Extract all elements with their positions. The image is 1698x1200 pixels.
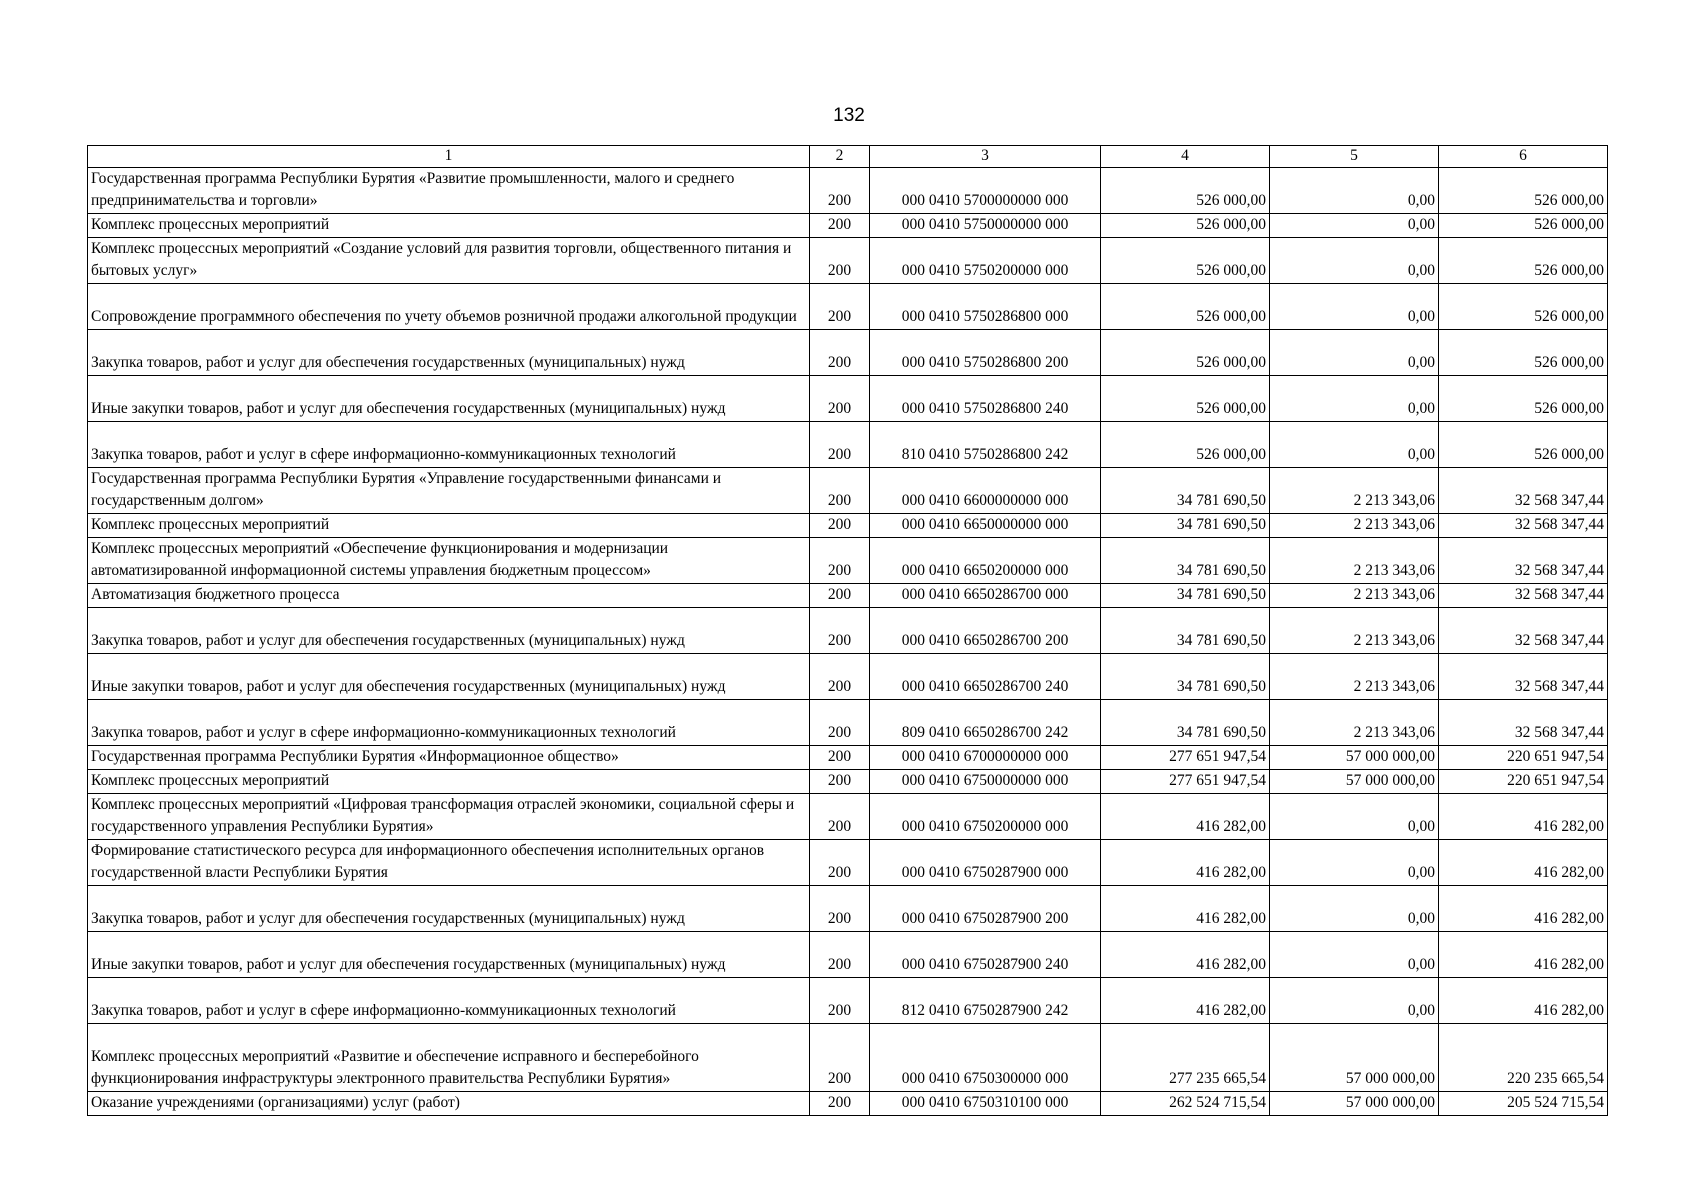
table-row bbox=[88, 608, 1608, 654]
table-row bbox=[88, 168, 1608, 214]
row-column-2-cell: 200 bbox=[810, 168, 870, 214]
row-column-5-amount-cell: 0,00 bbox=[1270, 168, 1439, 214]
row-classification-code-cell: 000 0410 6750287900 240 bbox=[870, 932, 1101, 978]
column-number-4: 4 bbox=[1101, 146, 1270, 168]
row-column-2-cell: 200 bbox=[810, 538, 870, 584]
table-row bbox=[88, 932, 1608, 978]
row-name-cell: Закупка товаров, работ и услуг в сфере информационно-коммуникационных технологий bbox=[88, 700, 810, 746]
row-column-2-cell: 200 bbox=[810, 978, 870, 1024]
row-column-5-amount-cell: 2 213 343,06 bbox=[1270, 608, 1439, 654]
row-classification-code-cell: 000 0410 6750287900 000 bbox=[870, 840, 1101, 886]
row-column-4-amount-cell: 526 000,00 bbox=[1101, 284, 1270, 330]
row-column-5-amount-cell: 2 213 343,06 bbox=[1270, 584, 1439, 608]
row-column-4-amount-cell: 34 781 690,50 bbox=[1101, 538, 1270, 584]
row-column-2-cell: 200 bbox=[810, 794, 870, 840]
row-column-4-amount-cell: 262 524 715,54 bbox=[1101, 1092, 1270, 1116]
row-column-5-amount-cell: 0,00 bbox=[1270, 886, 1439, 932]
row-column-2-cell: 200 bbox=[810, 932, 870, 978]
row-column-5-amount-cell: 0,00 bbox=[1270, 840, 1439, 886]
column-number-5: 5 bbox=[1270, 146, 1439, 168]
row-classification-code-cell: 810 0410 5750286800 242 bbox=[870, 422, 1101, 468]
row-classification-code-cell: 000 0410 6750000000 000 bbox=[870, 770, 1101, 794]
row-column-6-amount-cell: 416 282,00 bbox=[1439, 794, 1608, 840]
row-column-6-amount-cell: 416 282,00 bbox=[1439, 886, 1608, 932]
row-classification-code-cell: 000 0410 5750286800 000 bbox=[870, 284, 1101, 330]
row-name-cell: Комплекс процессных мероприятий «Обеспечение функционирования и модернизации автоматизированной информационной системы управления бюджетным процессом» bbox=[88, 538, 810, 584]
row-column-4-amount-cell: 34 781 690,50 bbox=[1101, 608, 1270, 654]
row-column-5-amount-cell: 0,00 bbox=[1270, 330, 1439, 376]
row-classification-code-cell: 000 0410 6750200000 000 bbox=[870, 794, 1101, 840]
row-column-6-amount-cell: 220 651 947,54 bbox=[1439, 770, 1608, 794]
row-column-5-amount-cell: 57 000 000,00 bbox=[1270, 1092, 1439, 1116]
row-column-5-amount-cell: 0,00 bbox=[1270, 794, 1439, 840]
row-column-6-amount-cell: 32 568 347,44 bbox=[1439, 584, 1608, 608]
row-classification-code-cell: 000 0410 6750310100 000 bbox=[870, 1092, 1101, 1116]
table-row bbox=[88, 538, 1608, 584]
row-name-cell: Государственная программа Республики Бурятия «Информационное общество» bbox=[88, 746, 810, 770]
row-column-5-amount-cell: 0,00 bbox=[1270, 422, 1439, 468]
row-column-5-amount-cell: 57 000 000,00 bbox=[1270, 746, 1439, 770]
row-column-2-cell: 200 bbox=[810, 284, 870, 330]
column-number-3: 3 bbox=[870, 146, 1101, 168]
row-column-5-amount-cell: 2 213 343,06 bbox=[1270, 468, 1439, 514]
row-column-2-cell: 200 bbox=[810, 376, 870, 422]
row-name-cell: Автоматизация бюджетного процесса bbox=[88, 584, 810, 608]
row-classification-code-cell: 000 0410 5750286800 240 bbox=[870, 376, 1101, 422]
row-column-2-cell: 200 bbox=[810, 238, 870, 284]
row-classification-code-cell: 000 0410 5750200000 000 bbox=[870, 238, 1101, 284]
row-column-4-amount-cell: 34 781 690,50 bbox=[1101, 514, 1270, 538]
row-column-4-amount-cell: 526 000,00 bbox=[1101, 214, 1270, 238]
table-row bbox=[88, 1024, 1608, 1092]
row-name-cell: Комплекс процессных мероприятий «Создание условий для развития торговли, общественного питания и бытовых услуг» bbox=[88, 238, 810, 284]
row-name-cell: Государственная программа Республики Бурятия «Развитие промышленности, малого и среднего предпринимательства и торговли» bbox=[88, 168, 810, 214]
row-column-5-amount-cell: 0,00 bbox=[1270, 214, 1439, 238]
table-row bbox=[88, 376, 1608, 422]
row-column-4-amount-cell: 277 651 947,54 bbox=[1101, 746, 1270, 770]
column-number-header-row bbox=[88, 146, 1608, 168]
row-column-5-amount-cell: 0,00 bbox=[1270, 238, 1439, 284]
row-column-6-amount-cell: 416 282,00 bbox=[1439, 840, 1608, 886]
row-classification-code-cell: 000 0410 6650286700 200 bbox=[870, 608, 1101, 654]
row-column-4-amount-cell: 416 282,00 bbox=[1101, 886, 1270, 932]
row-column-2-cell: 200 bbox=[810, 214, 870, 238]
row-column-2-cell: 200 bbox=[810, 422, 870, 468]
row-column-5-amount-cell: 0,00 bbox=[1270, 376, 1439, 422]
row-column-4-amount-cell: 526 000,00 bbox=[1101, 376, 1270, 422]
row-name-cell: Комплекс процессных мероприятий bbox=[88, 514, 810, 538]
row-column-2-cell: 200 bbox=[810, 700, 870, 746]
row-column-6-amount-cell: 32 568 347,44 bbox=[1439, 654, 1608, 700]
column-number-1: 1 bbox=[88, 146, 810, 168]
row-column-6-amount-cell: 526 000,00 bbox=[1439, 168, 1608, 214]
row-column-4-amount-cell: 526 000,00 bbox=[1101, 238, 1270, 284]
row-classification-code-cell: 000 0410 6600000000 000 bbox=[870, 468, 1101, 514]
row-column-6-amount-cell: 32 568 347,44 bbox=[1439, 514, 1608, 538]
row-column-2-cell: 200 bbox=[810, 840, 870, 886]
row-column-4-amount-cell: 526 000,00 bbox=[1101, 168, 1270, 214]
row-classification-code-cell: 000 0410 6650286700 240 bbox=[870, 654, 1101, 700]
row-column-2-cell: 200 bbox=[810, 1092, 870, 1116]
row-column-4-amount-cell: 416 282,00 bbox=[1101, 978, 1270, 1024]
row-column-4-amount-cell: 277 651 947,54 bbox=[1101, 770, 1270, 794]
row-column-2-cell: 200 bbox=[810, 584, 870, 608]
row-column-5-amount-cell: 0,00 bbox=[1270, 932, 1439, 978]
row-column-6-amount-cell: 416 282,00 bbox=[1439, 978, 1608, 1024]
row-name-cell: Закупка товаров, работ и услуг в сфере информационно-коммуникационных технологий bbox=[88, 422, 810, 468]
table-row bbox=[88, 1092, 1608, 1116]
row-classification-code-cell: 000 0410 6650286700 000 bbox=[870, 584, 1101, 608]
row-column-6-amount-cell: 526 000,00 bbox=[1439, 422, 1608, 468]
row-column-4-amount-cell: 34 781 690,50 bbox=[1101, 700, 1270, 746]
table-row bbox=[88, 330, 1608, 376]
row-column-6-amount-cell: 526 000,00 bbox=[1439, 214, 1608, 238]
row-classification-code-cell: 000 0410 6650000000 000 bbox=[870, 514, 1101, 538]
row-classification-code-cell: 000 0410 6750287900 200 bbox=[870, 886, 1101, 932]
row-column-2-cell: 200 bbox=[810, 746, 870, 770]
row-column-5-amount-cell: 2 213 343,06 bbox=[1270, 538, 1439, 584]
row-name-cell: Иные закупки товаров, работ и услуг для обеспечения государственных (муниципальных) нужд bbox=[88, 376, 810, 422]
row-column-6-amount-cell: 205 524 715,54 bbox=[1439, 1092, 1608, 1116]
row-classification-code-cell: 000 0410 6750300000 000 bbox=[870, 1024, 1101, 1092]
row-column-5-amount-cell: 57 000 000,00 bbox=[1270, 1024, 1439, 1092]
row-name-cell: Оказание учреждениями (организациями) услуг (работ) bbox=[88, 1092, 810, 1116]
column-number-6: 6 bbox=[1439, 146, 1608, 168]
row-column-4-amount-cell: 416 282,00 bbox=[1101, 840, 1270, 886]
row-classification-code-cell: 000 0410 6700000000 000 bbox=[870, 746, 1101, 770]
row-column-5-amount-cell: 2 213 343,06 bbox=[1270, 700, 1439, 746]
row-column-6-amount-cell: 526 000,00 bbox=[1439, 238, 1608, 284]
row-column-5-amount-cell: 2 213 343,06 bbox=[1270, 514, 1439, 538]
row-column-6-amount-cell: 32 568 347,44 bbox=[1439, 468, 1608, 514]
row-column-2-cell: 200 bbox=[810, 1024, 870, 1092]
table-row bbox=[88, 284, 1608, 330]
row-column-5-amount-cell: 0,00 bbox=[1270, 284, 1439, 330]
table-row bbox=[88, 514, 1608, 538]
row-column-6-amount-cell: 220 235 665,54 bbox=[1439, 1024, 1608, 1092]
budget-table bbox=[87, 145, 1608, 1116]
row-name-cell: Комплекс процессных мероприятий «Развитие и обеспечение исправного и бесперебойного функционирования инфраструктуры электронного правительства Республики Бурятия» bbox=[88, 1024, 810, 1092]
row-column-2-cell: 200 bbox=[810, 330, 870, 376]
row-classification-code-cell: 000 0410 5750286800 200 bbox=[870, 330, 1101, 376]
row-column-2-cell: 200 bbox=[810, 654, 870, 700]
row-name-cell: Сопровождение программного обеспечения по учету объемов розничной продажи алкогольной продукции bbox=[88, 284, 810, 330]
table-row bbox=[88, 468, 1608, 514]
row-name-cell: Иные закупки товаров, работ и услуг для обеспечения государственных (муниципальных) нужд bbox=[88, 654, 810, 700]
row-column-4-amount-cell: 526 000,00 bbox=[1101, 422, 1270, 468]
table-row bbox=[88, 422, 1608, 468]
row-column-5-amount-cell: 0,00 bbox=[1270, 978, 1439, 1024]
row-classification-code-cell: 000 0410 5750000000 000 bbox=[870, 214, 1101, 238]
row-column-6-amount-cell: 32 568 347,44 bbox=[1439, 608, 1608, 654]
page-number: 132 bbox=[833, 105, 865, 126]
row-column-6-amount-cell: 526 000,00 bbox=[1439, 376, 1608, 422]
row-classification-code-cell: 812 0410 6750287900 242 bbox=[870, 978, 1101, 1024]
table-row bbox=[88, 840, 1608, 886]
row-column-6-amount-cell: 526 000,00 bbox=[1439, 330, 1608, 376]
table-row bbox=[88, 584, 1608, 608]
row-name-cell: Комплекс процессных мероприятий «Цифровая трансформация отраслей экономики, социальной сферы и государственного управления Республики Бурятия» bbox=[88, 794, 810, 840]
row-name-cell: Комплекс процессных мероприятий bbox=[88, 214, 810, 238]
table-row bbox=[88, 978, 1608, 1024]
row-column-5-amount-cell: 2 213 343,06 bbox=[1270, 654, 1439, 700]
table-row bbox=[88, 238, 1608, 284]
row-column-6-amount-cell: 220 651 947,54 bbox=[1439, 746, 1608, 770]
row-classification-code-cell: 000 0410 6650200000 000 bbox=[870, 538, 1101, 584]
row-column-2-cell: 200 bbox=[810, 468, 870, 514]
column-number-2: 2 bbox=[810, 146, 870, 168]
row-name-cell: Комплекс процессных мероприятий bbox=[88, 770, 810, 794]
table-row bbox=[88, 214, 1608, 238]
table-row bbox=[88, 746, 1608, 770]
row-column-2-cell: 200 bbox=[810, 886, 870, 932]
row-name-cell: Закупка товаров, работ и услуг для обеспечения государственных (муниципальных) нужд bbox=[88, 330, 810, 376]
table-row bbox=[88, 886, 1608, 932]
row-column-4-amount-cell: 34 781 690,50 bbox=[1101, 468, 1270, 514]
row-column-2-cell: 200 bbox=[810, 770, 870, 794]
table-row bbox=[88, 770, 1608, 794]
row-name-cell: Закупка товаров, работ и услуг в сфере информационно-коммуникационных технологий bbox=[88, 978, 810, 1024]
row-name-cell: Закупка товаров, работ и услуг для обеспечения государственных (муниципальных) нужд bbox=[88, 608, 810, 654]
row-column-6-amount-cell: 416 282,00 bbox=[1439, 932, 1608, 978]
row-column-4-amount-cell: 34 781 690,50 bbox=[1101, 584, 1270, 608]
row-name-cell: Государственная программа Республики Бурятия «Управление государственными финансами и государственным долгом» bbox=[88, 468, 810, 514]
row-column-5-amount-cell: 57 000 000,00 bbox=[1270, 770, 1439, 794]
row-column-4-amount-cell: 526 000,00 bbox=[1101, 330, 1270, 376]
row-column-4-amount-cell: 416 282,00 bbox=[1101, 932, 1270, 978]
row-name-cell: Закупка товаров, работ и услуг для обеспечения государственных (муниципальных) нужд bbox=[88, 886, 810, 932]
row-column-6-amount-cell: 32 568 347,44 bbox=[1439, 538, 1608, 584]
row-column-4-amount-cell: 416 282,00 bbox=[1101, 794, 1270, 840]
row-column-2-cell: 200 bbox=[810, 608, 870, 654]
row-column-6-amount-cell: 526 000,00 bbox=[1439, 284, 1608, 330]
table-row bbox=[88, 654, 1608, 700]
row-name-cell: Иные закупки товаров, работ и услуг для обеспечения государственных (муниципальных) нужд bbox=[88, 932, 810, 978]
row-column-2-cell: 200 bbox=[810, 514, 870, 538]
row-column-4-amount-cell: 277 235 665,54 bbox=[1101, 1024, 1270, 1092]
row-column-6-amount-cell: 32 568 347,44 bbox=[1439, 700, 1608, 746]
row-name-cell: Формирование статистического ресурса для информационного обеспечения исполнительных органов государственной власти Республики Бурятия bbox=[88, 840, 810, 886]
row-classification-code-cell: 000 0410 5700000000 000 bbox=[870, 168, 1101, 214]
table-row bbox=[88, 794, 1608, 840]
row-column-4-amount-cell: 34 781 690,50 bbox=[1101, 654, 1270, 700]
table-row bbox=[88, 700, 1608, 746]
row-classification-code-cell: 809 0410 6650286700 242 bbox=[870, 700, 1101, 746]
